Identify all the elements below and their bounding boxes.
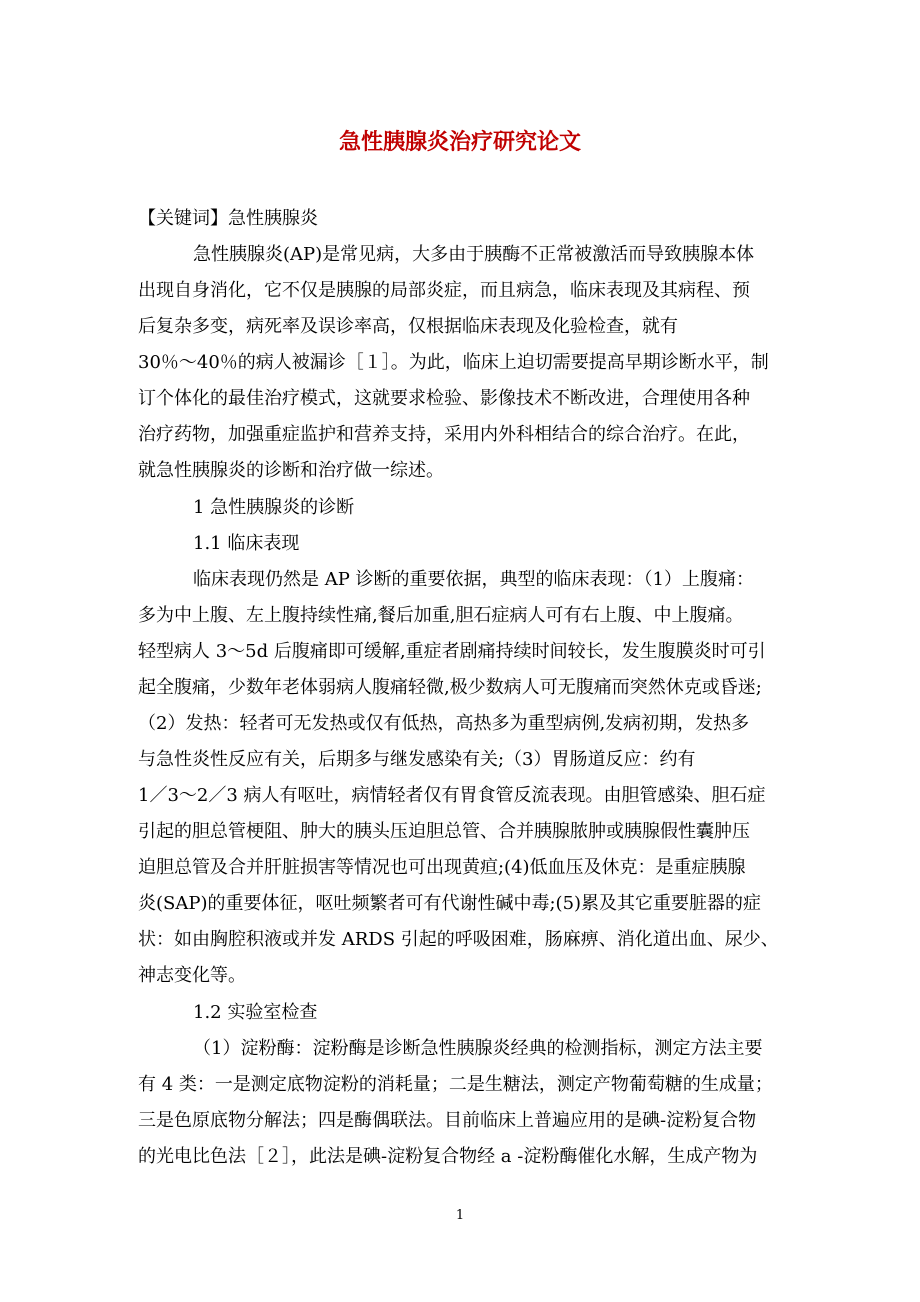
subsection-heading: 1.2 实验室检查 <box>193 1002 318 1023</box>
body-text-line: 迫胆总管及合并肝脏损害等情况也可出现黄疸;(4)低血压及休克：是重症胰腺 <box>138 857 746 878</box>
body-text-line: 神志变化等。 <box>138 965 246 986</box>
body-text-line: 三是色原底物分解法；四是酶偶联法。目前临床上普遍应用的是碘-淀粉复合物 <box>138 1110 757 1131</box>
body-text-line: 1／3～2／3 病人有呕吐，病情轻者仅有胃食管反流表现。由胆管感染、胆石症 <box>138 785 766 806</box>
body-text-line: 订个体化的最佳治疗模式，这就要求检验、影像技术不断改进，合理使用各种 <box>138 388 750 409</box>
keywords-line: 【关键词】急性胰腺炎 <box>138 208 318 229</box>
body-text-line: 出现自身消化，它不仅是胰腺的局部炎症，而且病急，临床表现及其病程、预 <box>138 280 750 301</box>
section-heading: 1 急性胰腺炎的诊断 <box>193 497 355 518</box>
page-number: 1 <box>455 1208 465 1223</box>
body-text-line: 状：如由胸腔积液或并发 ARDS 引起的呼吸困难，肠麻痹、消化道出血、尿少、 <box>138 929 779 950</box>
document-title: 急性胰腺炎治疗研究论文 <box>338 129 581 155</box>
body-text-line: 的光电比色法［２］，此法是碘-淀粉复合物经 a -淀粉酶催化水解，生成产物为 <box>138 1146 758 1167</box>
subsection-heading: 1.1 临床表现 <box>193 533 300 554</box>
body-text-line: 与急性炎性反应有关，后期多与继发感染有关;（3）胃肠道反应：约有 <box>138 749 696 770</box>
body-text-line: 临床表现仍然是 AP 诊断的重要依据，典型的临床表现：（1）上腹痛： <box>193 569 755 590</box>
body-text-line: （2）发热：轻者可无发热或仅有低热，高热多为重型病例,发病初期，发热多 <box>138 713 750 734</box>
body-text-line: 炎(SAP)的重要体征，呕吐频繁者可有代谢性碱中毒;(5)累及其它重要脏器的症 <box>138 893 762 914</box>
body-text-line: 有 4 类：一是测定底物淀粉的消耗量；二是生糖法，测定产物葡萄糖的生成量； <box>138 1074 773 1095</box>
body-text-line: 就急性胰腺炎的诊断和治疗做一综述。 <box>138 460 444 481</box>
body-text-line: 后复杂多变，病死率及误诊率高，仅根据临床表现及化验检查，就有 <box>138 316 678 337</box>
body-text-line: 治疗药物，加强重症监护和营养支持，采用内外科相结合的综合治疗。在此， <box>138 424 750 445</box>
body-text-line: 起全腹痛，少数年老体弱病人腹痛轻微,极少数病人可无腹痛而突然休克或昏迷; <box>138 677 762 698</box>
body-text-line: 引起的胆总管梗阻、肿大的胰头压迫胆总管、合并胰腺脓肿或胰腺假性囊肿压 <box>138 821 750 842</box>
body-text-line: （1）淀粉酶：淀粉酶是诊断急性胰腺炎经典的检测指标，测定方法主要 <box>193 1038 763 1059</box>
body-text-line: 30％～40％的病人被漏诊［１］。为此，临床上迫切需要提高早期诊断水平，制 <box>138 352 769 373</box>
body-text-line: 轻型病人 3～5d 后腹痛即可缓解,重症者剧痛持续时间较长，发生腹膜炎时可引 <box>138 641 766 662</box>
body-text-line: 多为中上腹、左上腹持续性痛,餐后加重,胆石症病人可有右上腹、中上腹痛。 <box>138 605 744 626</box>
body-text-line: 急性胰腺炎(AP)是常见病，大多由于胰酶不正常被激活而导致胰腺本体 <box>193 244 755 265</box>
